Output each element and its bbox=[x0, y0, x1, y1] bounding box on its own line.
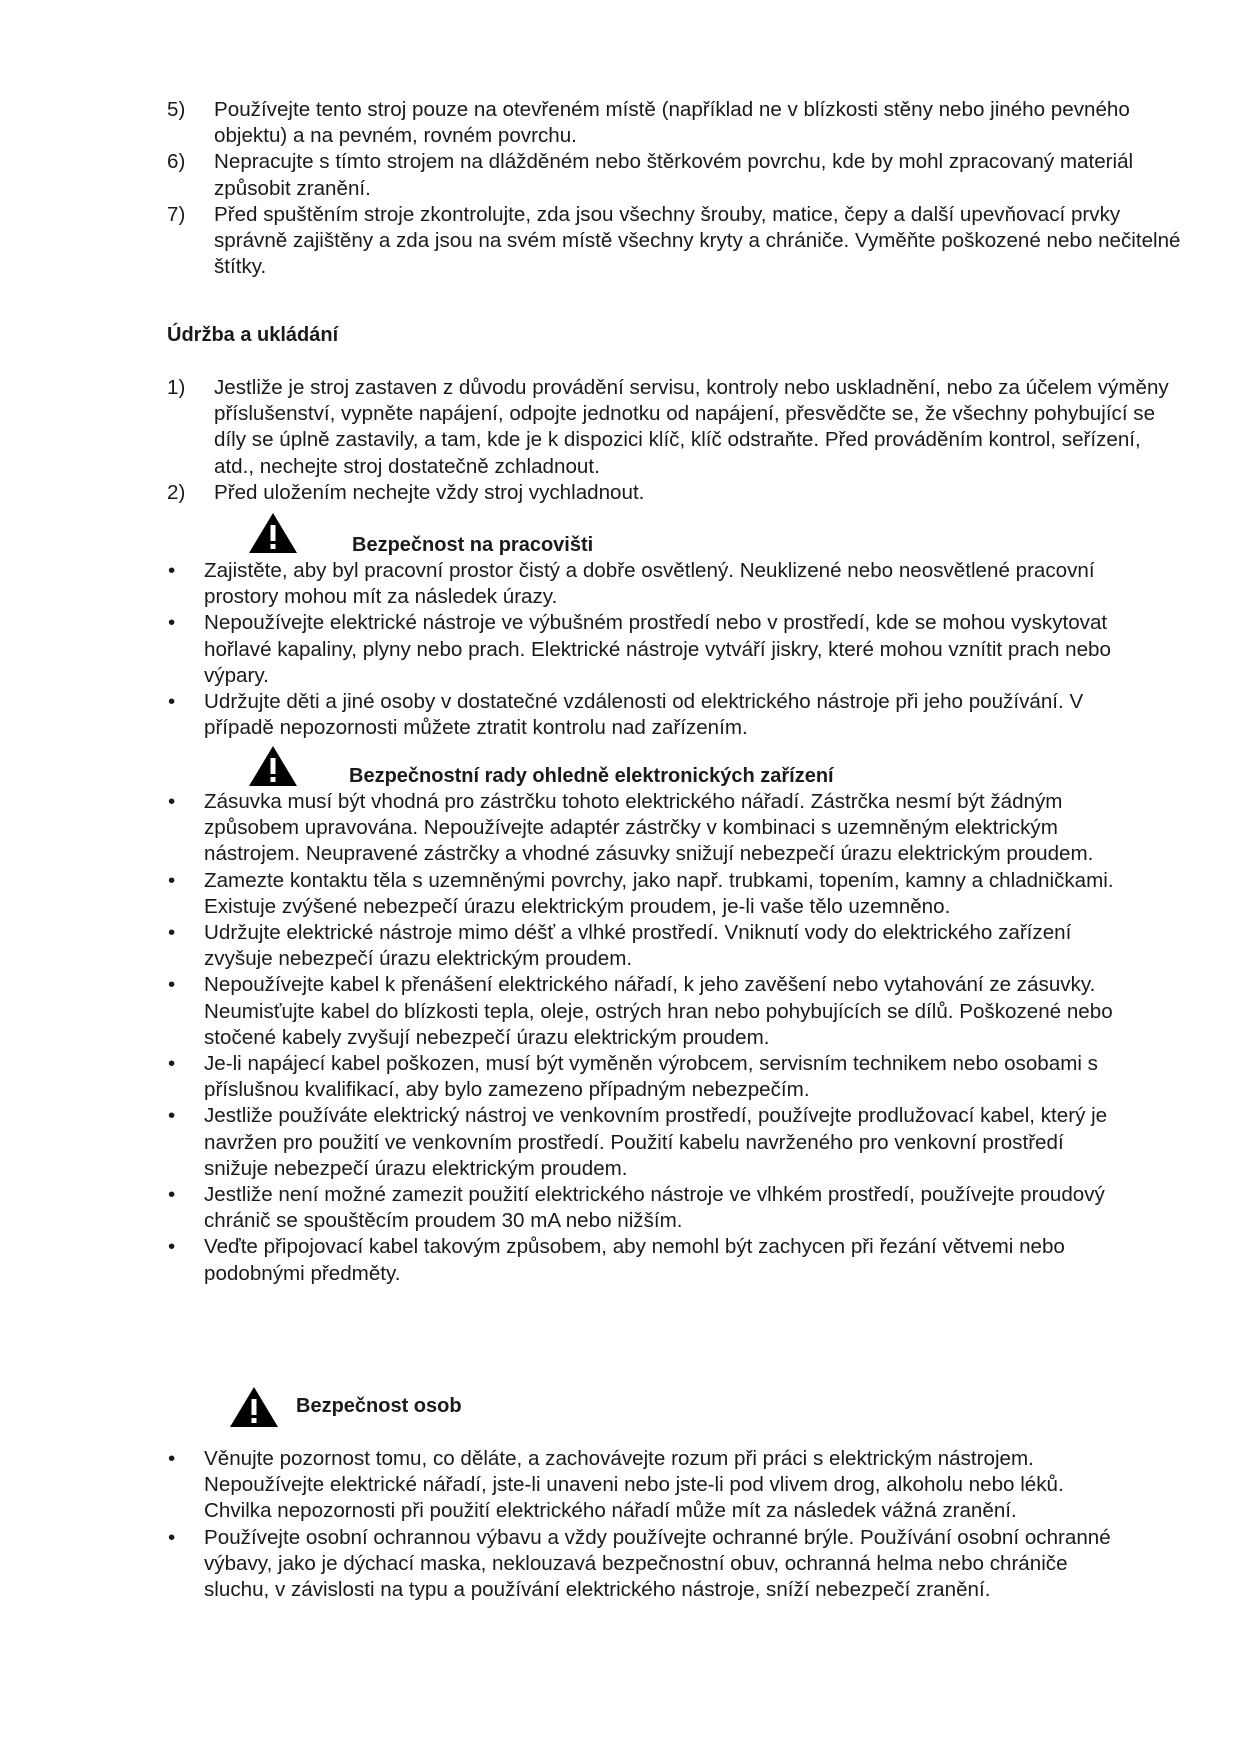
list-text: Udržujte elektrické nástroje mimo déšť a vlhké prostředí. Vniknutí vody do elektrického zařízení zvyšuje nebezpečí úrazu elektrickým proudem. bbox=[204, 921, 1072, 971]
workplace-safety-heading: Bezpečnost na pracovišti bbox=[352, 534, 594, 556]
list-item bbox=[167, 1051, 1127, 1103]
list-text: Zásuvka musí být vhodná pro zástrčku tohoto elektrického nářadí. Zástrčka nesmí být žádným způsobem upravována. Nepoužívejte adaptér zástrčky v kombinaci s uzemněným elektrickým nástrojem. Neupravené zástrčky a vhodné zásuvky snižují nebezpečí úrazu elektrickým proudem. bbox=[204, 790, 1094, 866]
list-text: Používejte osobní ochrannou výbavu a vždy používejte ochranné brýle. Používání osobní ochranné výbavy, jako je dýchací maska, neklouzavá bezpečnostní obuv, ochranná helma nebo chrániče sluchu, v závislosti na typu a používání elektrického nástroje, sníží nebezpečí zranění. bbox=[204, 1525, 1111, 1602]
list-text: Nepracujte s tímto strojem na dlážděném nebo štěrkovém povrchu, kde by mohl zpracovaný materiál způsobit zranění. bbox=[214, 150, 1134, 200]
bullet: • bbox=[168, 1183, 176, 1207]
list-text: Zajistěte, aby byl pracovní prostor čistý a dobře osvětlený. Neuklizené nebo neosvětlené pracovní prostory mohou mít za následek úrazy. bbox=[204, 559, 1095, 609]
maintenance-heading: Údržba a ukládání bbox=[167, 324, 339, 346]
electrical-safety-heading: Bezpečnostní rady ohledně elektronických zařízení bbox=[349, 765, 834, 787]
list-item bbox=[167, 920, 1127, 972]
list-text: Veďte připojovací kabel takovým způsobem, aby nemohl být zachycen při řezání větvemi nebo podobnými předměty. bbox=[204, 1235, 1065, 1285]
list-text: Věnujte pozornost tomu, co děláte, a zachovávejte rozum při práci s elektrickým nástrojem. Nepoužívejte elektrické nářadí, jste-li unaveni nebo jste-li pod vlivem drog, alkoholu nebo léků. Chvilka nepozornosti při použití elektrického nářadí může mít za následek vážná zranění. bbox=[204, 1447, 1064, 1523]
list-number: 7) bbox=[167, 202, 186, 226]
list-text: Jestliže je stroj zastaven z důvodu provádění servisu, kontroly nebo uskladnění, nebo za účelem výměny příslušenství, vypněte napájení, odpojte jednotku od napájení, přesvědčte se, že všechny pohybující se díly se úplně zastavily, a tam, kde je k dispozici klíč, klíč odstraňte. Před prováděním kontrol, seřízení, atd., nechejte stroj dostatečně zchladnout. bbox=[214, 376, 1169, 478]
list-item bbox=[167, 558, 1127, 610]
list-item bbox=[167, 689, 1127, 741]
bullet: • bbox=[168, 559, 176, 582]
list-item bbox=[167, 202, 1182, 281]
safety-list-continued bbox=[167, 97, 1182, 280]
list-text: Nepoužívejte kabel k přenášení elektrického nářadí, k jeho zavěšení nebo vytahování ze zásuvky. Neumisťujte kabel do blízkosti tepla, oleje, ostrých hran nebo pohybujících se dílů. Poškozené nebo stočené kabely zvyšují nebezpečí úrazu elektrickým proudem. bbox=[204, 973, 1113, 1049]
maintenance-list bbox=[167, 375, 1182, 506]
list-number: 1) bbox=[167, 376, 186, 399]
list-item bbox=[167, 972, 1127, 1051]
list-item bbox=[167, 789, 1127, 868]
list-item bbox=[167, 1234, 1127, 1286]
list-item bbox=[167, 149, 1182, 201]
list-text: Jestliže používáte elektrický nástroj ve venkovním prostředí, používejte prodlužovací kabel, který je navržen pro použití ve venkovním prostředí. Použití kabelu navrženého pro venkovní prostředí snižuje nebezpečí úrazu elektrickým proudem. bbox=[204, 1104, 1108, 1180]
workplace-safety-list bbox=[167, 558, 1127, 741]
list-text: Před uložením nechejte vždy stroj vychladnout. bbox=[214, 480, 645, 504]
list-number: 5) bbox=[167, 98, 186, 121]
bullet: • bbox=[168, 1052, 176, 1076]
bullet: • bbox=[168, 921, 176, 945]
list-item bbox=[167, 480, 1182, 506]
list-text: Jestliže není možné zamezit použití elektrického nástroje ve vlhkém prostředí, používejte proudový chránič se spouštěcím proudem 30 mA nebo nižším. bbox=[204, 1183, 1105, 1233]
list-item bbox=[167, 610, 1127, 689]
bullet: • bbox=[168, 690, 176, 714]
bullet: • bbox=[168, 973, 176, 997]
electrical-safety-list bbox=[167, 789, 1127, 1287]
list-item bbox=[167, 1525, 1127, 1604]
list-item bbox=[167, 1103, 1127, 1182]
list-item bbox=[167, 375, 1182, 480]
list-item bbox=[167, 1446, 1127, 1525]
list-text: Zamezte kontaktu těla s uzemněnými povrchy, jako např. trubkami, topením, kamny a chladničkami. Existuje zvýšené nebezpečí úrazu elektrickým proudem, je-li vaše tělo uzemněno. bbox=[204, 868, 1114, 918]
list-text: Používejte tento stroj pouze na otevřeném místě (například ne v blízkosti stěny nebo jiného pevného objektu) a na pevném, rovném povrchu. bbox=[214, 98, 1130, 148]
warning-triangle-icon bbox=[248, 745, 298, 787]
bullet: • bbox=[168, 868, 176, 892]
bullet: • bbox=[168, 1235, 176, 1259]
bullet: • bbox=[168, 611, 176, 635]
list-text: Před spuštěním stroje zkontrolujte, zda jsou všechny šrouby, matice, čepy a další upevňovací prvky správně zajištěny a zda jsou na svém místě všechny kryty a chrániče. Vyměňte poškozené nebo nečitelné štítky. bbox=[214, 202, 1181, 279]
personal-safety-list bbox=[167, 1446, 1127, 1603]
list-number: 2) bbox=[167, 480, 186, 504]
list-item bbox=[167, 97, 1182, 149]
list-text: Nepoužívejte elektrické nástroje ve výbušném prostředí nebo v prostředí, kde se mohou vyskytovat hořlavé kapaliny, plyny nebo prach. Elektrické nástroje vytváří jiskry, které mohou vznítit prach nebo výpary. bbox=[204, 611, 1111, 687]
bullet: • bbox=[168, 1104, 176, 1128]
personal-safety-heading: Bezpečnost osob bbox=[296, 1395, 462, 1417]
bullet: • bbox=[168, 1525, 176, 1549]
list-text: Udržujte děti a jiné osoby v dostatečné vzdálenosti od elektrického nástroje při jeho používání. V případě nepozornosti můžete ztratit kontrolu nad zařízením. bbox=[204, 690, 1084, 740]
warning-triangle-icon bbox=[248, 512, 298, 554]
list-item bbox=[167, 1182, 1127, 1234]
list-item bbox=[167, 868, 1127, 920]
list-text: Je-li napájecí kabel poškozen, musí být vyměněn výrobcem, servisním technikem nebo osobami s příslušnou kvalifikací, aby bylo zamezeno případným nebezpečím. bbox=[204, 1052, 1098, 1102]
list-number: 6) bbox=[167, 150, 186, 174]
warning-triangle-icon bbox=[229, 1386, 279, 1428]
bullet: • bbox=[168, 1447, 176, 1470]
bullet: • bbox=[168, 790, 176, 813]
